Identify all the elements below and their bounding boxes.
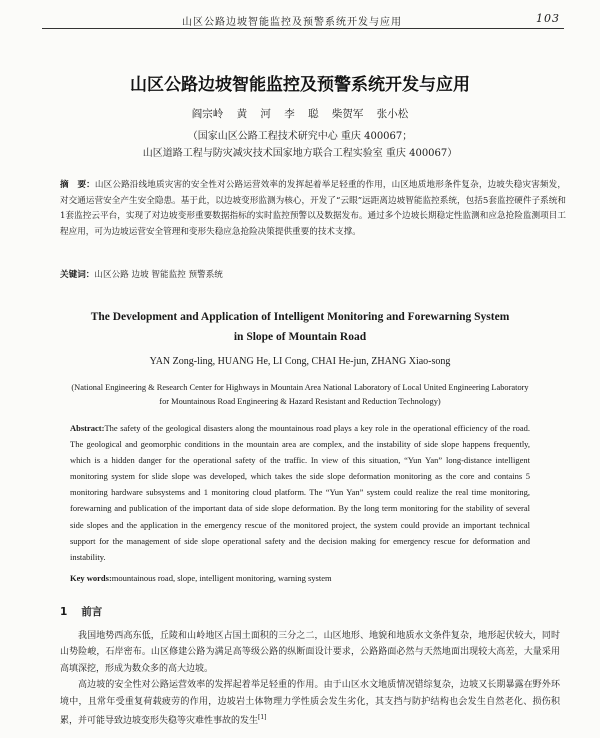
keywords-en [70, 573, 530, 583]
affiliation-cn [0, 128, 600, 162]
abstract-en-label: Abstract: [70, 423, 105, 433]
abstract-cn-text: 山区公路沿线地质灾害的安全性对公路运营效率的发挥起着举足轻重的作用，山区地质地形条件复杂，边坡失稳灾害频发，对交通运营安全产生安全隐患。基于此，以边坡变形监测为核心，开发了“云眼”远距离边坡智能监控系统，包括5套监控硬件子系统和1套监控云平台，实现了对边坡变形重要数据指标的实时监控预警以及数据发布。通过多个边坡长期稳定性监测和应急抢险监测项目工程应用，可为边坡运营安全管理和变形失稳应急抢险决策提供重要的技术支撑。 [60, 180, 566, 237]
body-text [60, 628, 560, 729]
keywords-en-text: mountainous road, slope, intelligent monitoring, warning system [111, 573, 332, 583]
affiliation-cn-line: （国家山区公路工程技术研究中心 重庆 400067； [187, 131, 413, 142]
paper-title-en: The Development and Application of Intelligent Monitoring and Forewarning System in Slope of Mountain Road [90, 311, 510, 343]
abstract-en [70, 420, 530, 565]
abstract-en-text: The safety of the geological disasters along the mountainous road plays a key role in the operational efficiency of the road. The geological and geomorphic conditions in the mountain area are complex, and the instability of side slope happens frequently, which is a hidden danger for the operational safety of the traffic. In view of this situation, “Yun Yan” long-distance intelligent monitoring system for slide slope was developed, which takes the side slope deformation monitoring as the core and contains 5 monitoring hardware subsystems and 1 monitoring cloud platform. The “Yun Yan” system could realize the real time monitoring, forewarning and publication of the important data of side slope deformation. By the long term monitoring for the stability of several side slopes and the application in the emergency rescue of the monitored project, the system could provide an important technical support for the management of side slope operational safety and the decision making for emergency rescue for deformation and instability. [70, 423, 530, 562]
body-paragraph [60, 677, 560, 729]
abstract-cn-label: 摘 要： [60, 180, 95, 190]
keywords-cn-text: 山区公路 边坡 智能监控 预警系统 [94, 270, 223, 280]
running-head [42, 10, 564, 29]
keywords-cn-label: 关键词： [60, 270, 95, 280]
authors-cn: 阎宗岭 黄 河 李 聪 柴贺军 张小松 [191, 108, 409, 120]
authors-en: YAN Zong-ling, HUANG He, LI Cong, CHAI He-jun, ZHANG Xiao-song [149, 356, 451, 367]
keywords-en-label: Key words: [70, 573, 112, 583]
body-paragraph-text: 高边坡的安全性对公路运营效率的发挥起着举足轻重的作用。由于山区水文地质情况错综复杂，边坡又长期暴露在野外环境中，且常年受重复荷载疲劳的作用，边坡岩土体物理力学性质会发生劣化，其支挡与防护结构也会发生自然老化、损伤积累，并可能导致边坡变形失稳等灾难性事故的发生 [60, 680, 560, 727]
section-number: 1 [60, 606, 68, 618]
page-number: 103 [536, 12, 560, 25]
keywords-cn [60, 268, 566, 280]
running-head-title: 山区公路边坡智能监控及预警系统开发与应用 [182, 17, 402, 28]
section-heading [60, 604, 102, 619]
abstract-cn [60, 178, 566, 240]
body-paragraph: 我国地势西高东低，丘陵和山岭地区占国土面积的三分之二，山区地形、地貌和地质水文条件复杂，地形起伏较大，同时山势险峻，石岸密布。山区修建公路为满足高等级公路的纵断面设计要求，公路路面必然与天然地面出现较大高差，大量采用高填深挖，形成为数众多的高大边坡。 [60, 631, 560, 674]
affiliation-en: (National Engineering & Research Center for Highways in Mountain Area National Laboratory of Local United Engineering Laboratory for Mountainous Road Engineering & Hazard Resistant and Reduction Technology) [71, 383, 529, 406]
citation-ref: [1] [258, 714, 267, 722]
paper-title-cn: 山区公路边坡智能监控及预警系统开发与应用 [130, 75, 470, 95]
section-title: 前言 [81, 606, 103, 618]
affiliation-cn-line: 山区道路工程与防灾减灾技术国家地方联合工程实验室 重庆 400067） [142, 148, 458, 159]
